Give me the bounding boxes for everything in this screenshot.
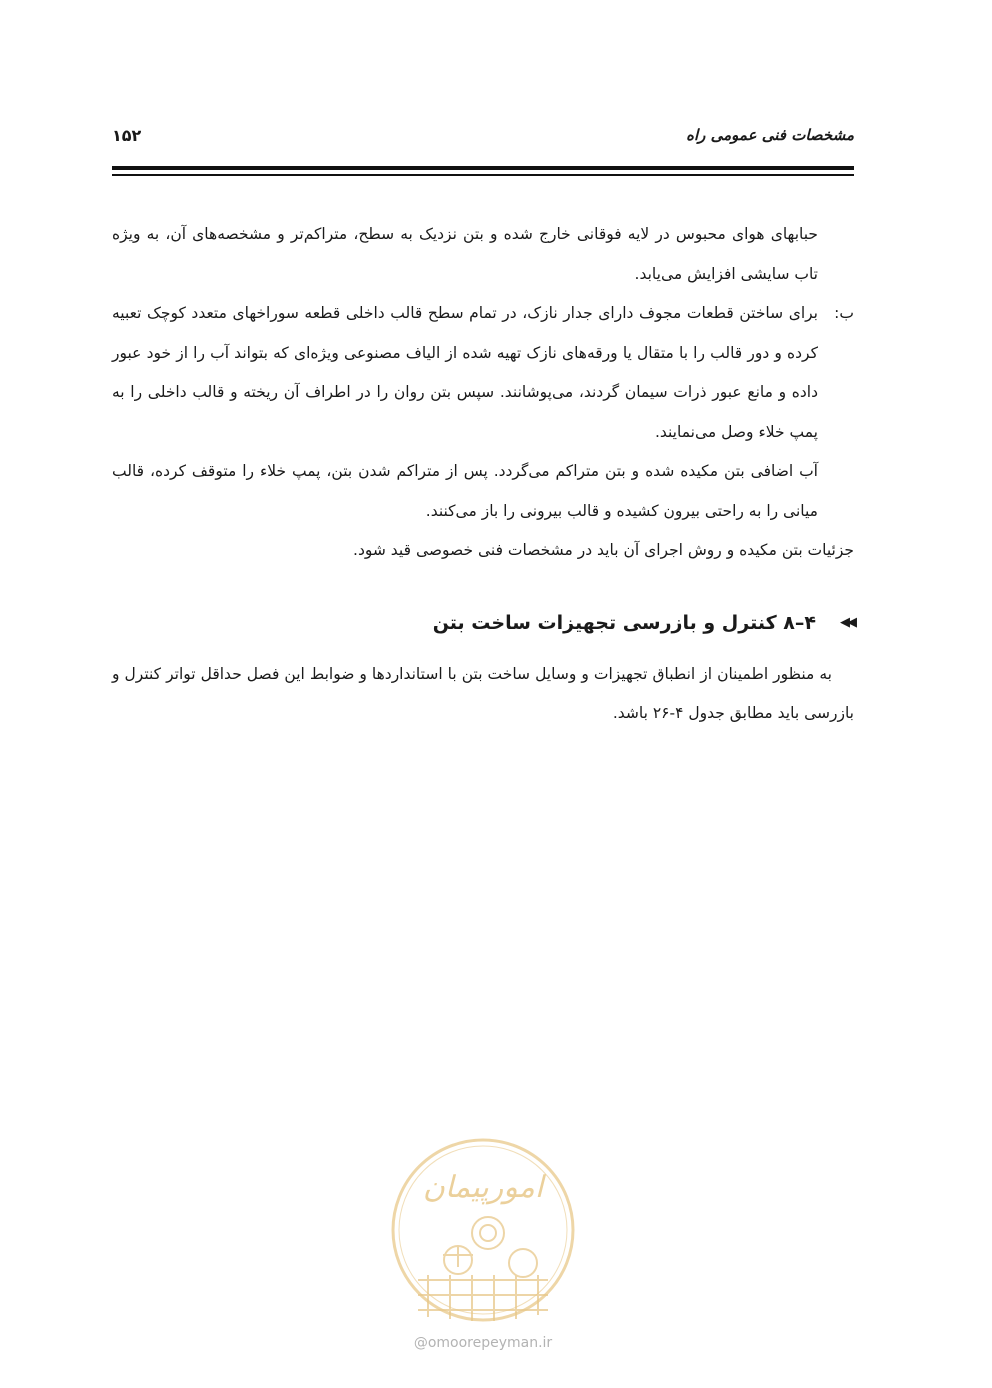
section-heading [112,601,854,645]
header-rule-thin [112,174,854,176]
watermark-emblem-icon [388,1135,578,1335]
watermark-logo-text: امورپیمان [422,1170,544,1205]
page-number: ۱۵۲ [112,126,142,145]
section-heading-text: ۴–۸ کنترل و بازرسی تجهیزات ساخت بتن [432,611,816,634]
running-title: مشخصات فنی عمومی راه [686,126,854,144]
header-rule-thick [112,166,854,170]
paragraph-vacuum-pump: آب اضافی بتن مکیده شده و بتن متراکم می‌گردد. پس از متراکم شدن بتن، پمپ خلاء را متوقف کرده، قالب میانی را به راحتی بیرون کشیده و قالب بیرونی را باز می‌کنند. [112,462,818,520]
paragraph-continuation: حبابهای هوای محبوس در لایه فوقانی خارج شده و بتن نزدیک به سطح، متراکم‌تر و مشخصه‌های آن، به ویژه تاب سایشی افزایش می‌یابد. [112,225,818,283]
paragraph-details: جزئیات بتن مکیده و روش اجرای آن باید در مشخصات فنی خصوصی قید شود. [353,541,854,559]
list-item-marker: ب: [834,304,854,322]
watermark-logo [388,1135,578,1375]
paragraph-intro: به منظور اطمینان از انطباق تجهیزات و وسایل ساخت بتن با استانداردها و ضوابط این فصل حداقل تواتر کنترل و بازرسی باید مطابق جدول ۴-۲۶ باشد. [112,664,854,722]
page-body [112,215,854,734]
watermark-url: @omoorepeyman.ir [413,1335,553,1351]
page-header [112,126,854,154]
list-item-text: برای ساختن قطعات مجوف دارای جدار نازک، در تمام سطح قالب داخلی قطعه سوراخهای متعدد کوچک تعبیه کرده و دور قالب را با متقال یا ورقه‌های نازک تهیه شده از الیاف مصنوعی ویژه‌ای که بتواند آب را از خود عبور داده و مانع عبور ذرات سیمان گردند، می‌پوشانند. سپس بتن روان را در اطراف آن ریخته و قالب داخلی را به پمپ خلاء وصل می‌نمایند. [112,304,818,441]
list-item-b [112,294,854,452]
double-arrow-icon: ◀◀ [840,614,854,630]
